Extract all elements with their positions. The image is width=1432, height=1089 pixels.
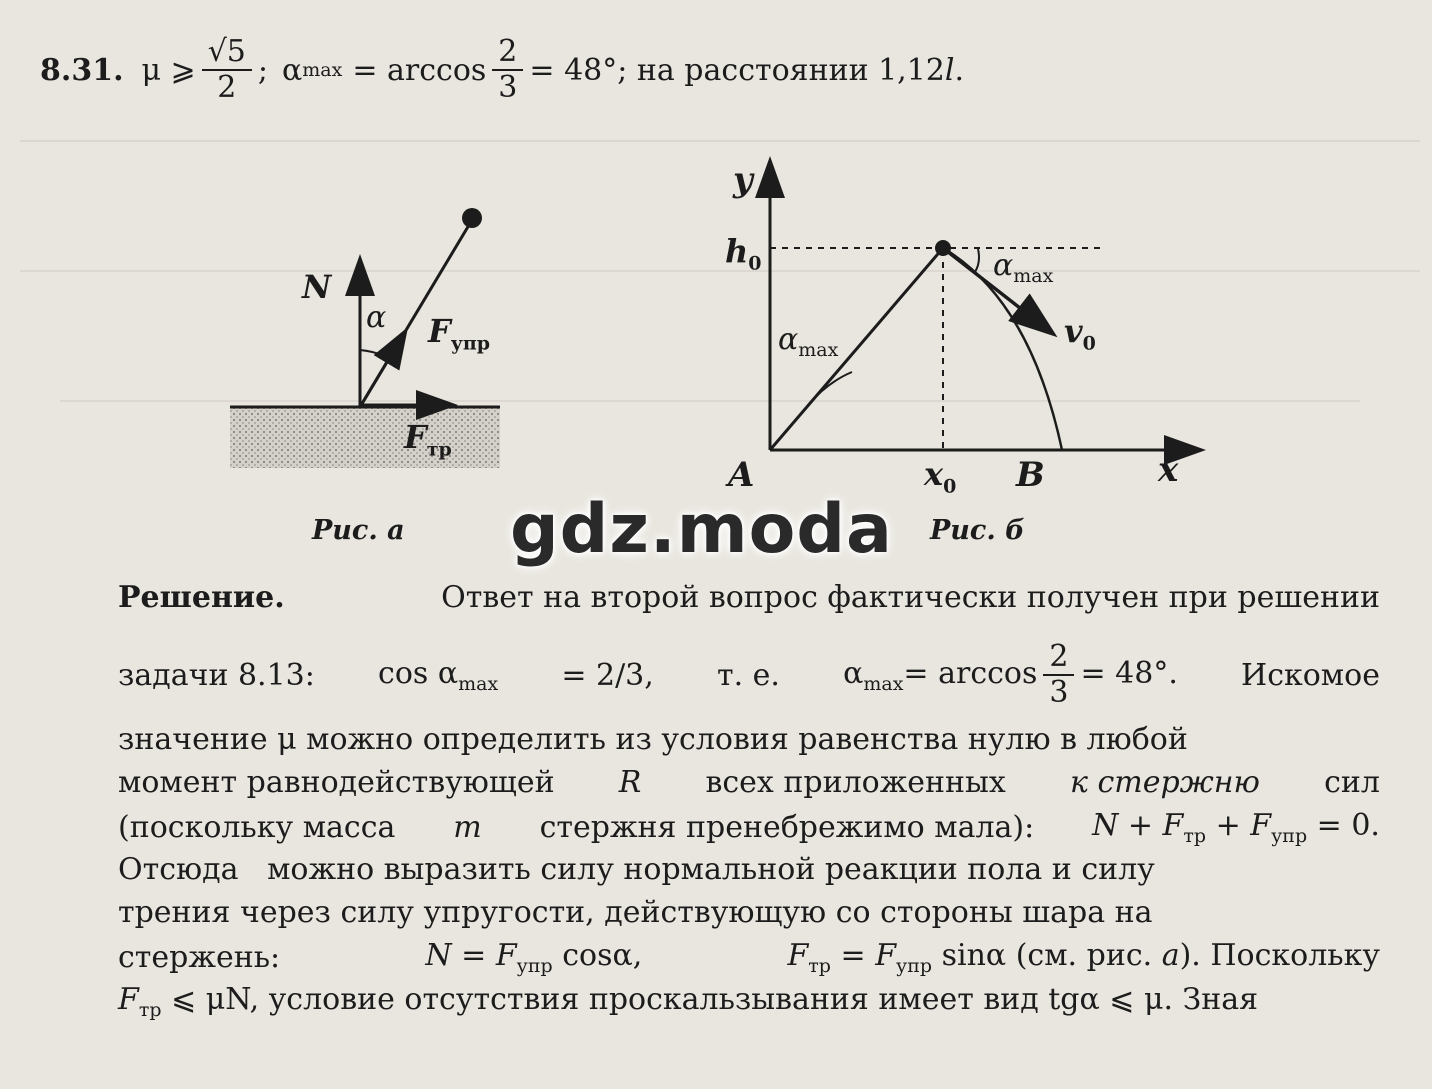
line8-F-expr xyxy=(787,938,1380,977)
label-alpha-max-top xyxy=(993,248,1053,287)
line7-text: трения через силу упругости, действующую со стороны шара на xyxy=(118,895,1153,930)
solution-line-8 xyxy=(118,938,1380,977)
separator: ; xyxy=(257,52,268,88)
elastic-force-arrow xyxy=(360,332,405,407)
solution-line-7 xyxy=(118,895,1380,930)
line2-e: Искомое xyxy=(1241,657,1380,693)
label-N: N xyxy=(302,268,332,306)
line5-end: = 0. xyxy=(1316,808,1380,843)
label-x: x xyxy=(1158,450,1179,490)
solution-line-2 xyxy=(118,635,1380,715)
line2-frac-den: 3 xyxy=(1049,675,1069,710)
line9-a: F xyxy=(118,982,139,1017)
floor-surface xyxy=(230,408,500,468)
line8-h: ). Поскольку xyxy=(1179,938,1380,973)
answer-end: . xyxy=(954,52,965,88)
answer-line xyxy=(40,30,1370,110)
line8-e: = F xyxy=(840,938,897,973)
alpha-max-arc-top xyxy=(975,249,979,272)
label-B: B xyxy=(1016,455,1045,495)
line2-d: = 48°. xyxy=(1080,656,1178,691)
label-x0-letter: x xyxy=(924,455,944,493)
figure-a-caption: Рис. а xyxy=(312,515,405,546)
fraction-denominator: 2 xyxy=(217,70,237,105)
line4-d: сил xyxy=(1324,765,1380,800)
solution-line-1 xyxy=(118,580,1380,615)
solution-line-6 xyxy=(118,852,1380,887)
fraction-numerator: 2 xyxy=(492,35,523,71)
line2-cos xyxy=(378,656,498,695)
line5-eq: N + F xyxy=(1092,808,1184,843)
length-variable: l xyxy=(944,52,955,88)
max-subscript: max xyxy=(302,59,343,81)
solution-line-3 xyxy=(118,722,1380,757)
label-A: A xyxy=(728,455,755,495)
line9-text xyxy=(118,982,1258,1021)
label-F-tr-letter: F xyxy=(404,418,427,456)
line4-R: R xyxy=(618,765,642,800)
label-F-tr xyxy=(404,418,452,460)
label-F-tr-sub: тр xyxy=(426,438,452,461)
line5-a: (поскольку масса xyxy=(118,810,396,845)
label-alpha-bottom-sub: max xyxy=(798,339,839,361)
line2-c: т. е. xyxy=(716,657,780,693)
label-F-upr-sub: упр xyxy=(450,332,491,355)
solution-line-4 xyxy=(118,765,1380,800)
line5-b: стержня пренебрежимо мала): xyxy=(539,810,1035,845)
label-F-upr-letter: F xyxy=(428,312,451,350)
fraction-denominator: 3 xyxy=(498,70,518,105)
line3-text: значение μ можно определить из условия равенства нулю в любой xyxy=(118,722,1188,757)
solution-line-9 xyxy=(118,982,1380,1021)
two-thirds-fraction xyxy=(492,35,523,105)
answer-result: = 48°; на расстоянии 1,12 xyxy=(529,52,945,88)
label-alpha-max-bottom xyxy=(778,322,838,361)
solution-heading: Решение. xyxy=(118,580,285,615)
mu-condition: μ ⩾ xyxy=(141,52,196,88)
figure-b-diagram xyxy=(700,150,1220,490)
label-alpha-a: α xyxy=(366,300,387,335)
ball-circle xyxy=(462,208,482,228)
label-x0 xyxy=(924,455,956,497)
line5-m: m xyxy=(453,810,482,845)
line2-arccos: = arccos xyxy=(903,656,1038,691)
line8-N-expr xyxy=(425,938,642,977)
label-alpha-bottom: α xyxy=(778,322,799,357)
line8-d: F xyxy=(787,938,809,973)
line8-f: sinα (см. рис. xyxy=(941,938,1153,973)
line2-alpha-text: α xyxy=(843,656,864,691)
label-v-letter: v xyxy=(1064,312,1083,350)
line5-equation xyxy=(1092,808,1380,847)
label-alpha-top-sub: max xyxy=(1013,265,1054,287)
line8-c: cosα, xyxy=(562,938,643,973)
line4-c: к стержню xyxy=(1070,765,1260,800)
line4-b: всех приложенных xyxy=(705,765,1006,800)
line2-a: задачи 8.13: xyxy=(118,657,315,693)
alpha-symbol: α xyxy=(282,52,303,88)
line8-b: N = F xyxy=(425,938,517,973)
line8-upr2: упр xyxy=(896,955,933,977)
solution-line-1-text: Ответ на второй вопрос фактически получен при решении xyxy=(441,580,1380,615)
line5-tr: тр xyxy=(1183,825,1207,847)
line6-text: Отсюда можно выразить силу нормальной реакции пола и силу xyxy=(118,852,1155,887)
label-h0 xyxy=(725,232,762,274)
label-h0-letter: h xyxy=(725,232,749,270)
line2-cos-text: cos α xyxy=(378,655,459,691)
line5-plus: + F xyxy=(1215,808,1272,843)
line8-tr: тр xyxy=(808,955,831,977)
label-y: y xyxy=(733,160,753,200)
line9-b: ⩽ μN, условие отсутствия проскальзывания имеет вид tgα ⩽ μ. Зная xyxy=(171,982,1259,1017)
line2-alpha-sub: max xyxy=(863,673,904,695)
label-F-upr xyxy=(428,312,490,354)
watermark-logo: gdz.moda xyxy=(510,490,893,569)
line4-a: момент равнодействующей xyxy=(118,765,555,800)
problem-number: 8.31. xyxy=(40,52,124,88)
sqrt5-over-2-fraction xyxy=(202,35,252,105)
solution-line-5 xyxy=(118,808,1380,847)
line2-alpha xyxy=(843,640,1178,710)
line8-g: а xyxy=(1161,938,1180,973)
line5-upr: упр xyxy=(1271,825,1308,847)
line9-tr: тр xyxy=(138,999,162,1021)
alpha-arc xyxy=(360,350,390,360)
line2-frac-num: 2 xyxy=(1043,640,1074,676)
line2-b: = 2/3, xyxy=(561,657,654,693)
label-alpha-top: α xyxy=(993,248,1014,283)
label-v0 xyxy=(1064,312,1096,354)
line8-a: стержень: xyxy=(118,940,281,975)
line2-cos-sub: max xyxy=(458,672,499,695)
fraction-numerator: √5 xyxy=(202,35,252,71)
label-v-sub: 0 xyxy=(1082,332,1096,355)
line2-fraction xyxy=(1043,640,1074,710)
label-h0-sub: 0 xyxy=(748,252,762,275)
figure-b-caption: Рис. б xyxy=(930,515,1025,546)
line8-upr: упр xyxy=(516,955,553,977)
arccos-text: = arccos xyxy=(352,52,487,88)
ball-b xyxy=(935,240,951,256)
label-x0-sub: 0 xyxy=(943,475,957,498)
